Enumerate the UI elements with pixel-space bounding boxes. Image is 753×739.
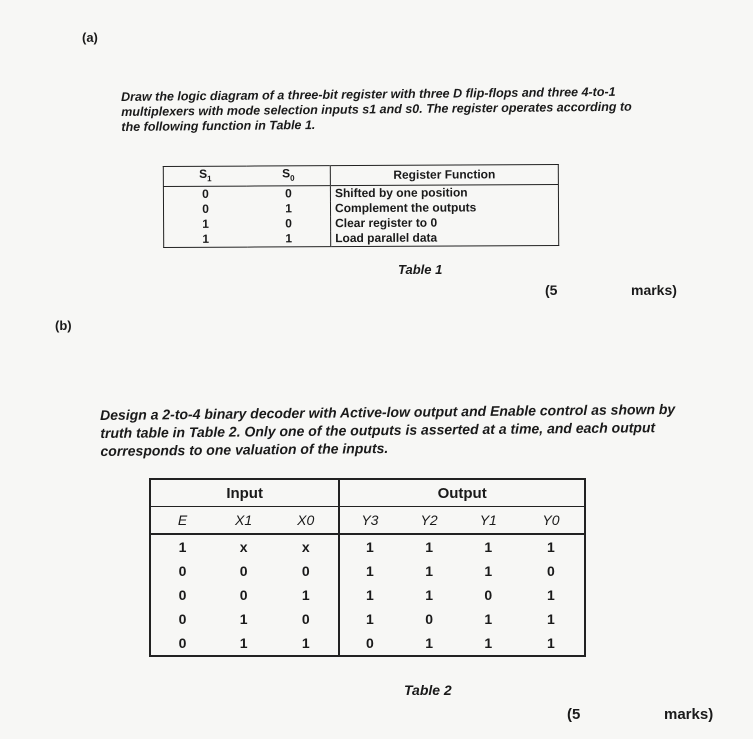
table-cell: Load parallel data xyxy=(331,230,559,247)
decoder-truth-table xyxy=(149,478,586,657)
table-cell: 1 xyxy=(339,559,399,583)
table-header-function: Register Function xyxy=(330,164,558,186)
part-b-question-line: corresponds to one valuation of the inputs. xyxy=(100,439,389,459)
table-cell: Shifted by one position xyxy=(330,185,558,202)
table-cell: 1 xyxy=(202,232,210,247)
table-cell: 1 xyxy=(285,231,293,246)
table-cell: 0 xyxy=(239,587,248,603)
table-cell: Clear register to 0 xyxy=(331,215,559,231)
table-cell: x xyxy=(239,539,248,555)
table-cell: 0 xyxy=(339,631,399,656)
part-a-marks-word: marks) xyxy=(631,282,677,298)
table-row xyxy=(150,534,585,559)
table-cell: 1 xyxy=(547,611,555,627)
table-cell: x xyxy=(301,539,310,555)
table-cell: Complement the outputs xyxy=(330,200,558,216)
table-cell: 1 xyxy=(285,201,292,216)
table-cell: 1 xyxy=(339,583,399,607)
table-2-caption: Table 2 xyxy=(404,682,452,698)
table-cell: 1 xyxy=(339,607,399,631)
part-b-marks-word: marks) xyxy=(664,706,714,723)
table-cell: 0 xyxy=(425,611,433,627)
part-a-question-line: the following function in Table 1. xyxy=(121,117,316,134)
table-cell: 0 xyxy=(239,563,248,579)
table-cell: 1 xyxy=(202,217,209,232)
table-cell: 0 xyxy=(178,635,187,651)
part-a-question-line: multiplexers with mode selection inputs s1 and s0. The register operates according to xyxy=(121,99,632,119)
table-cell: 1 xyxy=(178,539,187,555)
table-cell: 1 xyxy=(425,587,433,603)
output-group-header: Output xyxy=(339,479,585,507)
table-cell: 0 xyxy=(301,611,310,627)
header-y0: Y0 xyxy=(518,507,585,535)
part-a-question-line: Draw the logic diagram of a three-bit register with three D flip-flops and three 4-to-1 xyxy=(121,84,616,104)
part-b-marks-number: (5 xyxy=(567,706,581,723)
table-cell: 1 xyxy=(301,587,310,603)
header-e: E xyxy=(150,507,214,535)
part-b-label: (b) xyxy=(55,318,72,333)
table-cell: 0 xyxy=(484,587,493,603)
table-cell: 0 xyxy=(202,202,209,217)
part-a-label: (a) xyxy=(82,30,98,45)
table-cell: 1 xyxy=(484,611,493,627)
table-cell: 1 xyxy=(484,635,493,651)
header-x1: X1 xyxy=(214,507,273,535)
table-row xyxy=(150,631,585,656)
table-cell: 1 xyxy=(425,563,433,579)
table-row xyxy=(150,583,585,607)
table-cell: 1 xyxy=(339,534,399,559)
header-y2: Y2 xyxy=(399,507,458,535)
input-group-header: Input xyxy=(226,484,263,502)
table-cell: 1 xyxy=(239,635,248,651)
table-cell: 0 xyxy=(178,611,187,627)
table-cell: 0 xyxy=(202,187,209,202)
table-cell: 0 xyxy=(547,563,555,579)
table-cell: 0 xyxy=(301,563,310,579)
table-cell: 1 xyxy=(547,587,555,603)
part-a-question xyxy=(121,85,632,135)
header-x0: X0 xyxy=(273,507,339,535)
table-cell: 1 xyxy=(301,635,310,651)
part-a-marks-number: (5 xyxy=(545,282,558,298)
table-cell: 1 xyxy=(425,635,433,651)
table-cell: 1 xyxy=(484,539,493,555)
header-y3: Y3 xyxy=(339,507,399,535)
table-1-caption: Table 1 xyxy=(398,262,443,277)
table-cell: 0 xyxy=(178,587,187,603)
register-function-table xyxy=(163,164,559,248)
table-cell: 1 xyxy=(547,635,555,651)
table-header-s1: $S_1$ xyxy=(163,166,247,187)
subscript: 0 xyxy=(290,173,295,183)
table-cell: 0 xyxy=(178,563,187,579)
table-cell: 1 xyxy=(425,539,433,555)
part-b-question xyxy=(100,400,676,460)
subscript: 1 xyxy=(207,174,212,184)
table-row xyxy=(150,607,585,631)
table-row xyxy=(164,230,559,248)
part-b-question-line: Design a 2-to-4 binary decoder with Active-low output and Enable control as shown by xyxy=(100,400,676,423)
table-cell: 0 xyxy=(285,186,292,201)
part-b-question-line: truth table in Table 2. Only one of the outputs is asserted at a time, and each output xyxy=(100,419,656,441)
table-cell: 0 xyxy=(285,216,292,231)
header-y1: Y1 xyxy=(459,507,518,535)
table-row xyxy=(150,559,585,583)
table-cell: 1 xyxy=(484,563,493,579)
table-cell: 1 xyxy=(239,611,248,627)
table-header-s0: $S_0$ xyxy=(247,166,331,187)
table-cell: 1 xyxy=(547,539,555,555)
